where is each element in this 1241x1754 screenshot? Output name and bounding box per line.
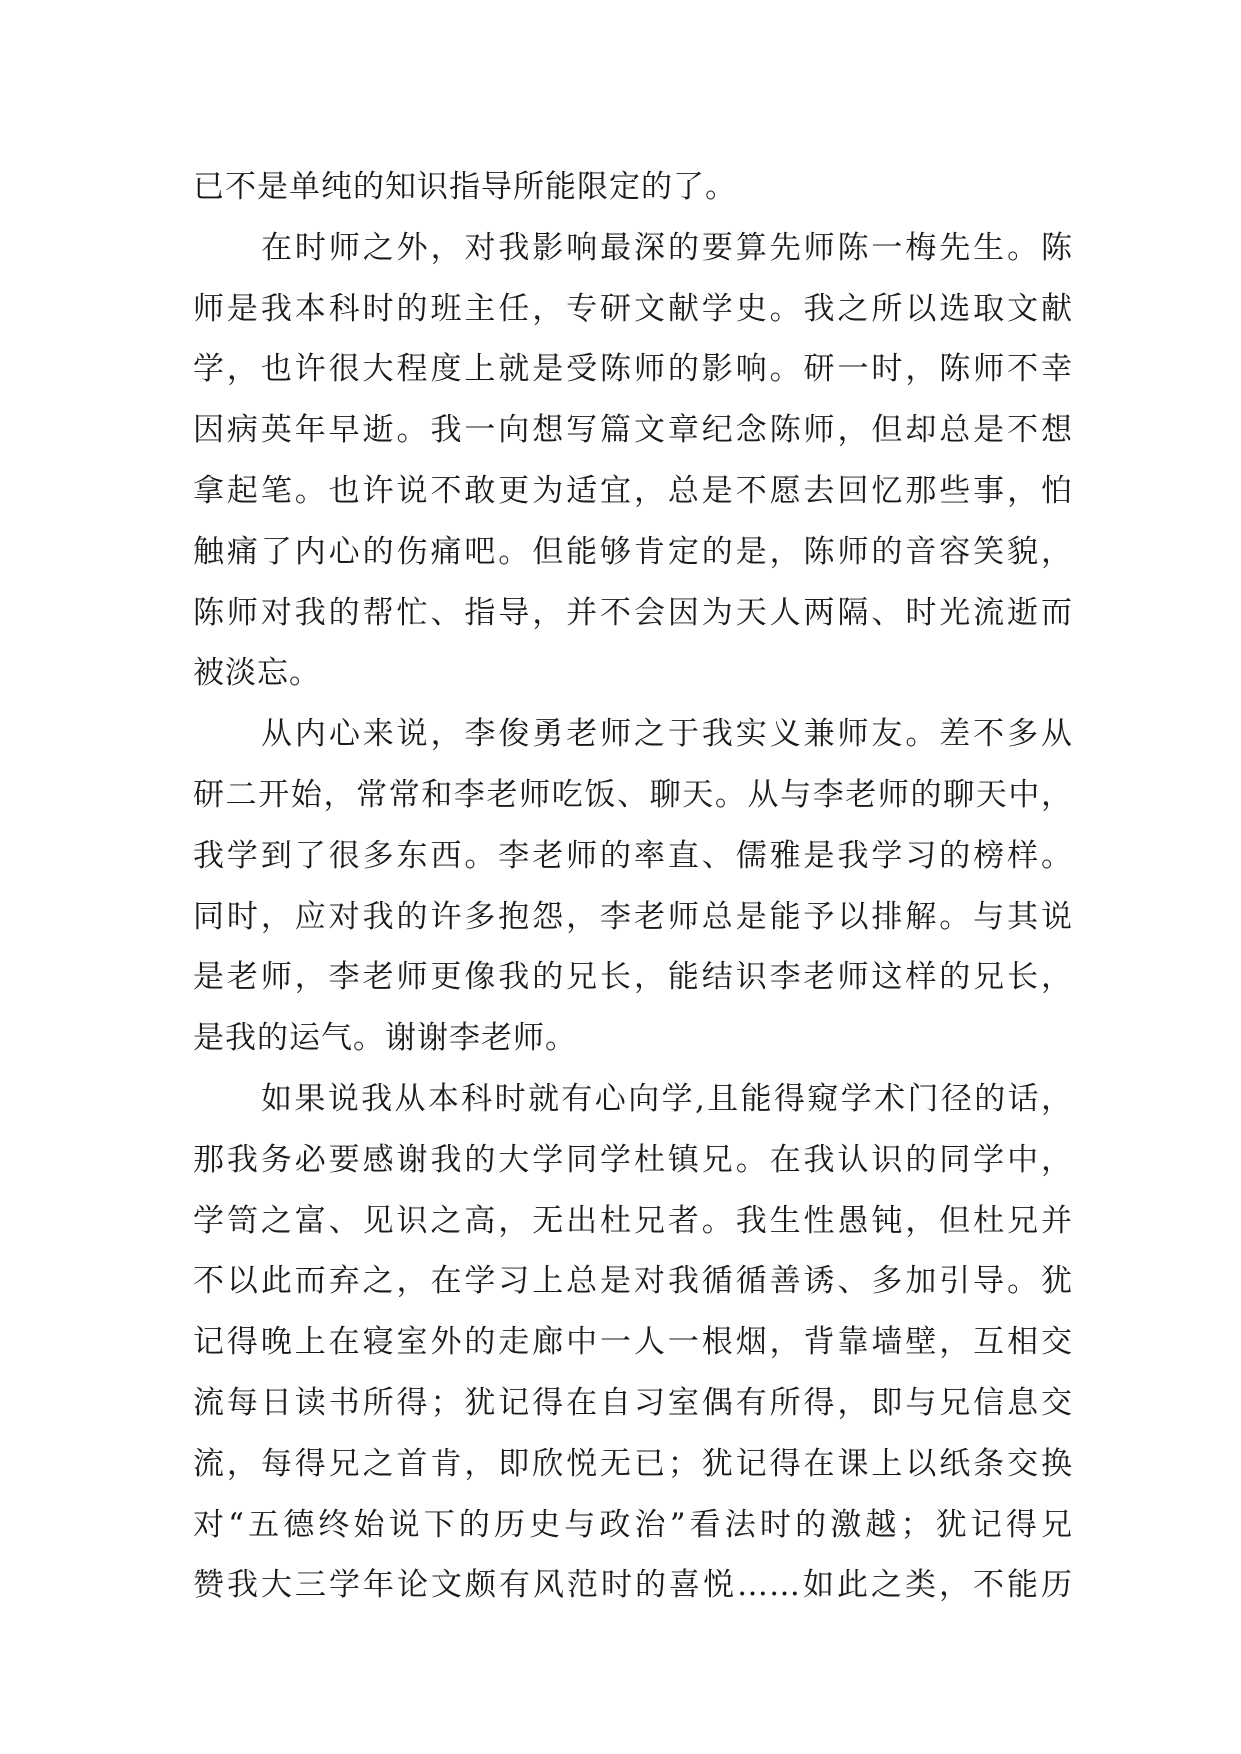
text-line: 学笥之富、见识之高，无出杜兄者。我生性愚钝，但杜兄并 [193, 1202, 1073, 1239]
text-line: 因病英年早逝。我一向想写篇文章纪念陈师，但却总是不想 [193, 412, 1073, 449]
text-line: 拿起笔。也许说不敢更为适宜，总是不愿去回忆那些事，怕 [193, 472, 1073, 509]
text-line: 是老师，李老师更像我的兄长，能结识李老师这样的兄长， [193, 959, 1073, 996]
document-body [193, 157, 1073, 1616]
text-line: 同时，应对我的许多抱怨，李老师总是能予以排解。与其说 [193, 898, 1073, 935]
text-line: 如果说我从本科时就有心向学,且能得窥学术门径的话， [261, 1080, 1073, 1117]
text-line: 学，也许很大程度上就是受陈师的影响。研一时，陈师不幸 [193, 351, 1073, 388]
text-line: 研二开始，常常和李老师吃饭、聊天。从与李老师的聊天中， [193, 776, 1073, 813]
text-line: 陈师对我的帮忙、指导，并不会因为天人两隔、时光流逝而 [193, 594, 1073, 631]
text-line: 不以此而弃之，在学习上总是对我循循善诱、多加引导。犹 [193, 1263, 1073, 1300]
text-line: 从内心来说，李俊勇老师之于我实义兼师友。差不多从 [261, 716, 1073, 753]
text-line: 被淡忘。 [193, 655, 321, 692]
text-line: 记得晚上在寝室外的走廊中一人一根烟，背靠墙壁，互相交 [193, 1324, 1073, 1361]
text-line: 流，每得兄之首肯，即欣悦无已；犹记得在课上以纸条交换 [193, 1445, 1073, 1482]
text-line: 对“五德终始说下的历史与政治”看法时的激越；犹记得兄 [193, 1506, 1073, 1543]
text-line: 触痛了内心的伤痛吧。但能够肯定的是，陈师的音容笑貌， [193, 533, 1073, 570]
text-line: 那我务必要感谢我的大学同学杜镇兄。在我认识的同学中， [193, 1141, 1073, 1178]
text-line: 在时师之外，对我影响最深的要算先师陈一梅先生。陈 [261, 229, 1073, 266]
text-line: 我学到了很多东西。李老师的率直、儒雅是我学习的榜样。 [193, 837, 1073, 874]
text-line: 已不是单纯的知识指导所能限定的了。 [193, 169, 737, 205]
text-line: 师是我本科时的班主任，专研文献学史。我之所以选取文献 [193, 290, 1073, 327]
text-line: 流每日读书所得；犹记得在自习室偶有所得，即与兄信息交 [193, 1384, 1073, 1421]
text-line: 是我的运气。谢谢李老师。 [193, 1020, 577, 1057]
text-line: 赞我大三学年论文颇有风范时的喜悦……如此之类，不能历 [193, 1567, 1073, 1604]
